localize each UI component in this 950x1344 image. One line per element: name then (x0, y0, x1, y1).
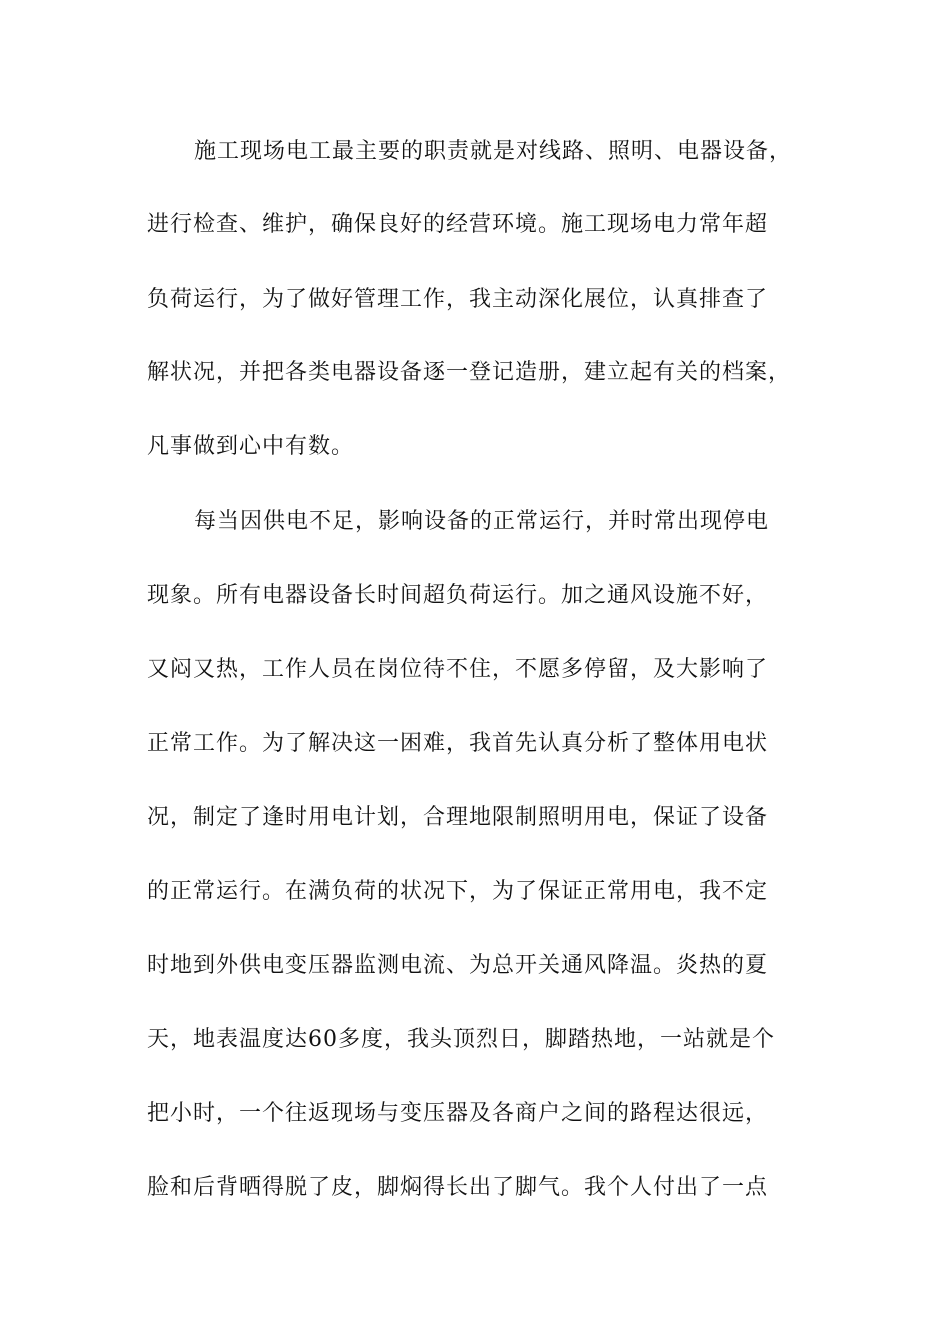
paragraph-1-line-4: 解状况，并把各类电器设备逐一登记造册，建立起有关的档案， (147, 360, 792, 385)
paragraph-1-line-5: 凡事做到心中有数。 (147, 434, 355, 459)
paragraph-1-line-2: 进行检查、维护，确保良好的经营环境。施工现场电力常年超 (147, 212, 769, 237)
paragraph-1-line-1: 施工现场电工最主要的职责就是对线路、照明、电器设备， (194, 139, 793, 164)
paragraph-1-line-3: 负荷运行，为了做好管理工作，我主动深化展位，认真排查了 (147, 287, 769, 312)
paragraph-2-line-6: 的正常运行。在满负荷的状况下，为了保证正常用电，我不定 (147, 879, 769, 904)
paragraph-2-line-9: 把小时，一个往返现场与变压器及各商户之间的路程达很远， (147, 1101, 769, 1126)
paragraph-2-line-1: 每当因供电不足，影响设备的正常运行，并时常出现停电 (194, 509, 770, 534)
paragraph-2-line-5: 况，制定了逢时用电计划，合理地限制照明用电，保证了设备 (147, 805, 769, 830)
paragraph-2-line-3: 又闷又热，工作人员在岗位待不住，不愿多停留，及大影响了 (147, 657, 769, 682)
paragraph-2-line-8: 天，地表温度达60多度，我头顶烈日，脚踏热地，一站就是个 (147, 1027, 775, 1052)
paragraph-2-line-10: 脸和后背晒得脱了皮，脚焖得长出了脚气。我个人付出了一点 (147, 1175, 769, 1200)
paragraph-2-line-2: 现象。所有电器设备长时间超负荷运行。加之通风设施不好， (147, 583, 769, 608)
paragraph-2-line-7: 时地到外供电变压器监测电流、为总开关通风降温。炎热的夏 (147, 953, 769, 978)
paragraph-2-line-4: 正常工作。为了解决这一困难，我首先认真分析了整体用电状 (147, 731, 769, 756)
